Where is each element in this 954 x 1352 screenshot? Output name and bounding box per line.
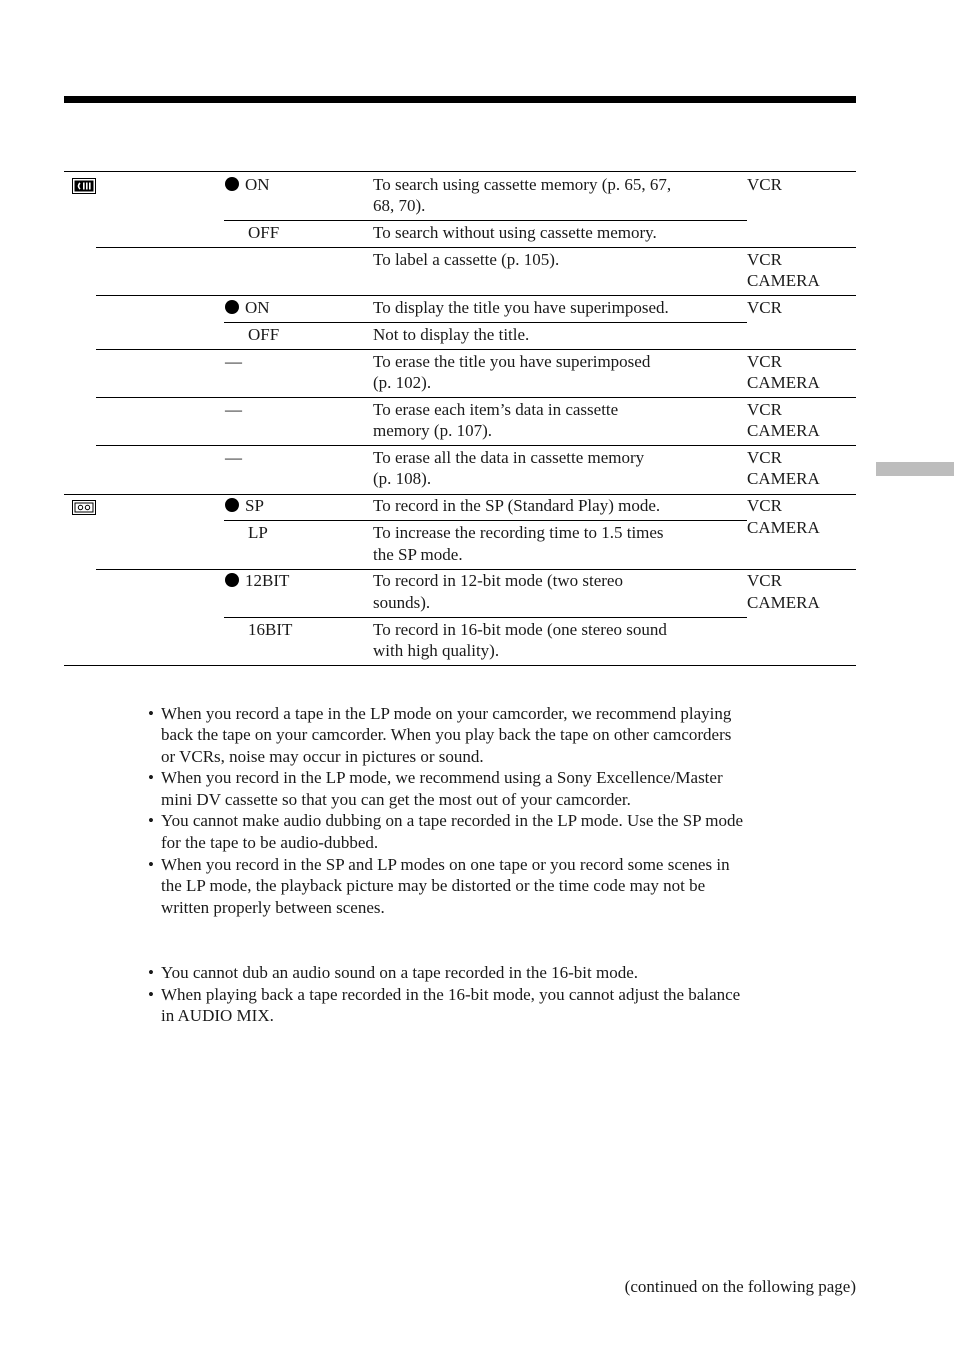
mode-cell: CAMERA bbox=[747, 421, 820, 440]
description-line: Not to display the title. bbox=[373, 325, 530, 344]
note-line: When playing back a tape recorded in the 16-bit mode, you cannot adjust the balance bbox=[161, 985, 741, 1004]
table-top-rule bbox=[64, 171, 856, 172]
note-line: When you record in the LP mode, we recommend using a Sony Excellence/Master bbox=[161, 768, 723, 787]
note-line: mini DV cassette so that you can get the most out of your camcorder. bbox=[161, 790, 631, 809]
description-line: To erase each item’s data in cassette bbox=[373, 400, 619, 419]
setting-label: 16BIT bbox=[248, 620, 293, 639]
setting-label: — bbox=[225, 448, 242, 467]
row-divider bbox=[96, 295, 856, 296]
bullet: • bbox=[148, 855, 154, 874]
default-dot bbox=[225, 177, 239, 191]
description-line: sounds). bbox=[373, 593, 431, 612]
row-divider bbox=[224, 617, 747, 618]
setting-label: OFF bbox=[248, 325, 280, 344]
description-line: To record in the SP (Standard Play) mode. bbox=[373, 496, 661, 515]
description-line: To record in 16-bit mode (one stereo sound bbox=[373, 620, 667, 639]
row-divider bbox=[224, 220, 747, 221]
table-bottom-rule bbox=[64, 665, 856, 666]
note-line: When you record in the SP and LP modes on one tape or you record some scenes in bbox=[161, 855, 730, 874]
row-divider bbox=[224, 322, 747, 323]
setting-cell bbox=[225, 495, 264, 517]
description-line: To record in 12-bit mode (two stereo bbox=[373, 571, 623, 590]
setting-label: — bbox=[225, 352, 242, 371]
mode-cell: VCR bbox=[747, 298, 782, 317]
cassette-memory-icon bbox=[72, 178, 96, 194]
note-line: written properly between scenes. bbox=[161, 898, 385, 917]
description-line: the SP mode. bbox=[373, 545, 463, 564]
note-line: You cannot make audio dubbing on a tape recorded in the LP mode. Use the SP mode bbox=[161, 811, 743, 830]
description-line: To erase all the data in cassette memory bbox=[373, 448, 645, 467]
description-line: To display the title you have superimposed. bbox=[373, 298, 669, 317]
description-line: with high quality). bbox=[373, 641, 500, 660]
note-line: in AUDIO MIX. bbox=[161, 1006, 274, 1025]
mode-cell: VCR bbox=[747, 352, 782, 371]
description-line: To search without using cassette memory. bbox=[373, 223, 657, 242]
setting-label: SP bbox=[245, 496, 264, 515]
continued-footer: (continued on the following page) bbox=[624, 1277, 856, 1296]
setting-label: ON bbox=[245, 298, 270, 317]
mode-cell: CAMERA bbox=[747, 518, 820, 537]
note-line: for the tape to be audio-dubbed. bbox=[161, 833, 379, 852]
mode-cell: CAMERA bbox=[747, 469, 820, 488]
description-line: To search using cassette memory (p. 65, 67, bbox=[373, 175, 672, 194]
note-line: When you record a tape in the LP mode on your camcorder, we recommend playing bbox=[161, 704, 732, 723]
description-line: 68, 70). bbox=[373, 196, 426, 215]
bullet: • bbox=[148, 768, 154, 787]
vtr-set-icon bbox=[72, 500, 96, 515]
setting-cell bbox=[225, 174, 270, 196]
setting-cell bbox=[225, 297, 270, 319]
mode-cell: VCR bbox=[747, 250, 782, 269]
note-line: the LP mode, the playback picture may be distorted or the time code may not be bbox=[161, 876, 706, 895]
default-dot bbox=[225, 498, 239, 512]
mode-cell: VCR bbox=[747, 400, 782, 419]
mode-cell: VCR bbox=[747, 448, 782, 467]
bullet: • bbox=[148, 985, 154, 1004]
description-line: To erase the title you have superimposed bbox=[373, 352, 651, 371]
description-line: To increase the recording time to 1.5 times bbox=[373, 523, 664, 542]
note-line: You cannot dub an audio sound on a tape recorded in the 16-bit mode. bbox=[161, 963, 639, 982]
mode-cell: VCR bbox=[747, 571, 782, 590]
description-line: To label a cassette (p. 105). bbox=[373, 250, 560, 269]
section-tab bbox=[876, 462, 954, 476]
top-rule bbox=[64, 96, 856, 103]
note-line: back the tape on your camcorder. When you play back the tape on other camcorders bbox=[161, 725, 732, 744]
default-dot bbox=[225, 300, 239, 314]
setting-label: OFF bbox=[248, 223, 280, 242]
bullet: • bbox=[148, 704, 154, 723]
bullet: • bbox=[148, 811, 154, 830]
row-divider bbox=[96, 349, 856, 350]
row-divider bbox=[96, 247, 856, 248]
setting-label: ON bbox=[245, 175, 270, 194]
description-line: (p. 102). bbox=[373, 373, 432, 392]
setting-label: 12BIT bbox=[245, 571, 290, 590]
mode-cell: VCR bbox=[747, 496, 782, 515]
note-line: or VCRs, noise may occur in pictures or sound. bbox=[161, 747, 484, 766]
row-divider bbox=[96, 445, 856, 446]
row-divider bbox=[96, 397, 856, 398]
mode-cell: CAMERA bbox=[747, 593, 820, 612]
setting-label: — bbox=[225, 400, 242, 419]
mode-cell: CAMERA bbox=[747, 373, 820, 392]
row-divider bbox=[224, 520, 747, 521]
bullet: • bbox=[148, 963, 154, 982]
mode-cell: CAMERA bbox=[747, 271, 820, 290]
setting-label: LP bbox=[248, 523, 268, 542]
mode-cell: VCR bbox=[747, 175, 782, 194]
default-dot bbox=[225, 573, 239, 587]
description-line: memory (p. 107). bbox=[373, 421, 492, 440]
description-line: (p. 108). bbox=[373, 469, 432, 488]
setting-cell bbox=[225, 570, 289, 592]
